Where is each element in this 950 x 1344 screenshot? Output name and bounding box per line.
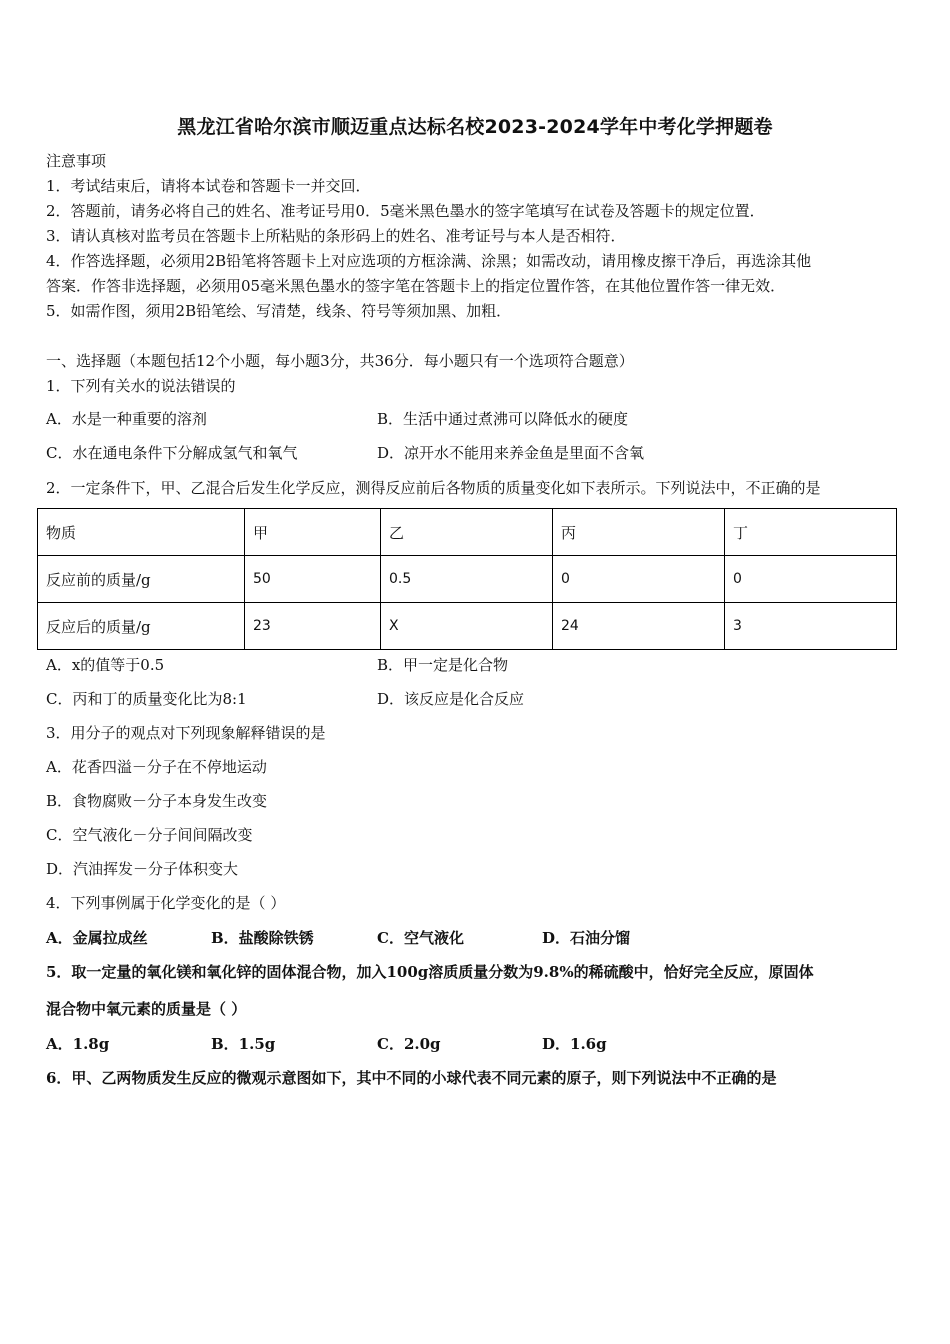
q3-option-d: D．汽油挥发－分子体积变大	[46, 860, 239, 878]
table-cell: 反应后的质量/g	[38, 603, 245, 650]
table-cell: 0	[725, 556, 897, 603]
table-header-cell: 物质	[38, 509, 245, 556]
table-cell: 23	[245, 603, 381, 650]
notice-item-3: 3．请认真核对监考员在答题卡上所粘贴的条形码上的姓名、准考证号与本人是否相符．	[46, 227, 626, 245]
table-cell: 24	[553, 603, 725, 650]
q2-stem: 2．一定条件下，甲、乙混合后发生化学反应，测得反应前后各物质的质量变化如下表所示。下列说法中，不正确的是	[46, 479, 821, 497]
q1-option-b: B．生活中通过煮沸可以降低水的硬度	[377, 410, 629, 428]
q5-option-b: B．1.5g	[211, 1035, 276, 1053]
table-cell: 3	[725, 603, 897, 650]
q5-stem-line1: 5．取一定量的氧化镁和氧化锌的固体混合物，加入100g溶质质量分数为9.8%的稀硫酸中，恰好完全反应，原固体	[46, 963, 814, 981]
q1-stem: 1．下列有关水的说法错误的	[46, 377, 236, 395]
q3-stem: 3．用分子的观点对下列现象解释错误的是	[46, 724, 326, 742]
q5-option-a: A．1.8g	[46, 1035, 110, 1053]
q2-option-c: C．丙和丁的质量变化比为8:1	[46, 690, 247, 708]
q1-option-c: C．水在通电条件下分解成氢气和氧气	[46, 444, 298, 462]
table-row	[38, 603, 897, 650]
notice-item-5: 5．如需作图，须用2B铅笔绘、写清楚，线条、符号等须加黑、加粗．	[46, 302, 512, 320]
q1-option-d: D．凉开水不能用来养金鱼是里面不含氧	[377, 444, 645, 462]
table-header-cell: 丁	[725, 509, 897, 556]
table-header-row	[38, 509, 897, 556]
q4-option-d: D．石油分馏	[542, 929, 631, 947]
table-cell: 0.5	[381, 556, 553, 603]
q5-option-d: D．1.6g	[542, 1035, 607, 1053]
notice-item-4-cont: 答案．作答非选择题，必须用05毫米黑色墨水的签字笔在答题卡上的指定位置作答，在其他位置作答一律无效．	[46, 277, 786, 295]
q3-option-b: B．食物腐败－分子本身发生改变	[46, 792, 268, 810]
mass-change-table	[37, 508, 897, 650]
q4-option-b: B．盐酸除铁锈	[211, 929, 314, 947]
q2-option-b: B．甲一定是化合物	[377, 656, 509, 674]
q2-option-a: A．x的值等于0.5	[46, 656, 165, 674]
table-header-cell: 乙	[381, 509, 553, 556]
table-cell: 反应前的质量/g	[38, 556, 245, 603]
q6-stem: 6．甲、乙两物质发生反应的微观示意图如下，其中不同的小球代表不同元素的原子，则下列说法中不正确的是	[46, 1069, 777, 1087]
notice-item-2: 2．答题前，请务必将自己的姓名、准考证号用0．5毫米黑色墨水的签字笔填写在试卷及答题卡的规定位置．	[46, 202, 765, 220]
table-header-cell: 丙	[553, 509, 725, 556]
q4-option-c: C．空气液化	[377, 929, 464, 947]
q2-option-d: D．该反应是化合反应	[377, 690, 525, 708]
table-row	[38, 556, 897, 603]
table-cell: 50	[245, 556, 381, 603]
notice-heading: 注意事项	[46, 152, 107, 170]
q4-option-a: A．金属拉成丝	[46, 929, 148, 947]
notice-item-4: 4．作答选择题，必须用2B铅笔将答题卡上对应选项的方框涂满、涂黑；如需改动，请用橡皮擦干净后，再选涂其他	[46, 252, 812, 270]
exam-title: 黑龙江省哈尔滨市顺迈重点达标名校2023-2024学年中考化学押题卷	[177, 116, 773, 138]
table-cell: 0	[553, 556, 725, 603]
q3-option-c: C．空气液化－分子间间隔改变	[46, 826, 253, 844]
q4-stem: 4．下列事例属于化学变化的是（ ）	[46, 894, 286, 912]
q1-option-a: A．水是一种重要的溶剂	[46, 410, 207, 428]
notice-item-1: 1．考试结束后，请将本试卷和答题卡一并交回．	[46, 177, 371, 195]
q3-option-a: A．花香四溢－分子在不停地运动	[46, 758, 267, 776]
table-cell: X	[381, 603, 553, 650]
q5-stem-line2: 混合物中氧元素的质量是（ ）	[46, 1000, 247, 1018]
table-header-cell: 甲	[245, 509, 381, 556]
q5-option-c: C．2.0g	[377, 1035, 441, 1053]
section-heading: 一、选择题（本题包括12个小题，每小题3分，共36分．每小题只有一个选项符合题意）	[46, 352, 634, 370]
